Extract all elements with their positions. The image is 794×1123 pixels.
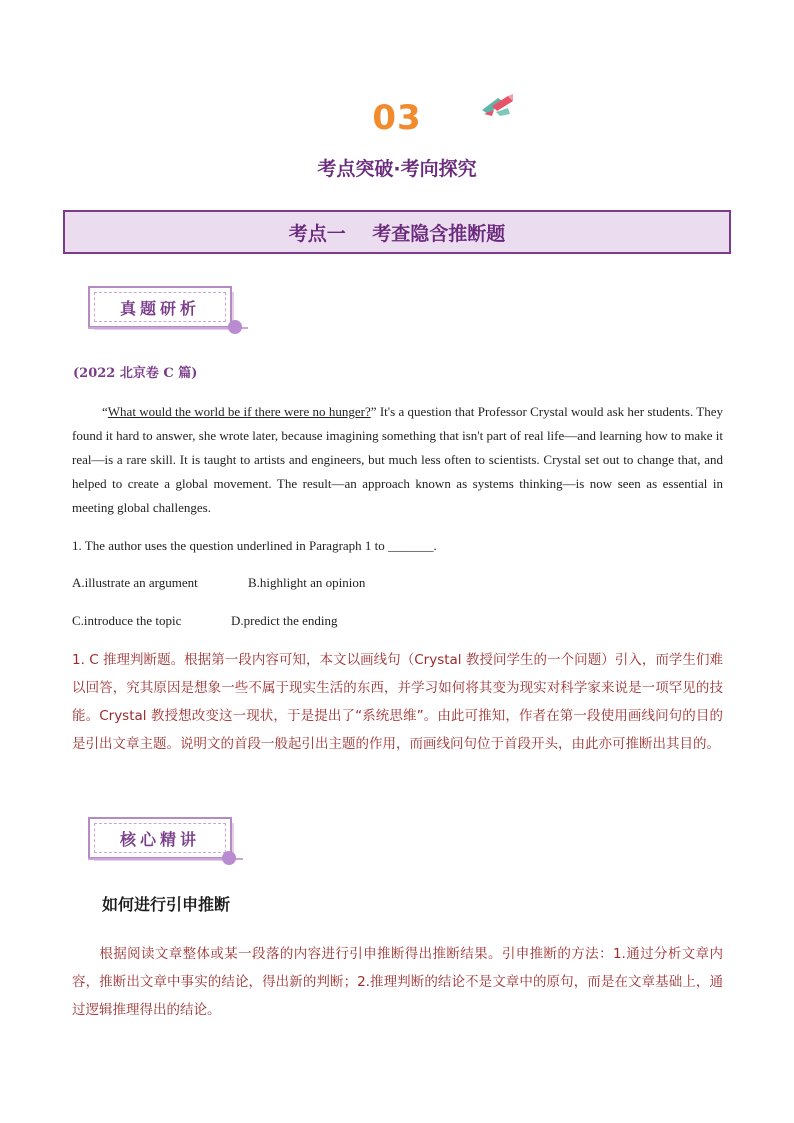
tag-underline: [88, 327, 248, 329]
option-b: B.highlight an opinion: [248, 575, 366, 590]
option-d: D.predict the ending: [231, 613, 338, 628]
topic-banner: 考点一 考查隐含推断题: [63, 210, 731, 254]
open-quote: “: [102, 404, 108, 419]
answer-explanation: 1. C 推理判断题。根据第一段内容可知，本文以画线句（Crystal 教授问学生的一个问题）引入，而学生们难以回答，究其原因是想象一些不属于现实生活的东西，并学习如何将其变为现实对科学家来说是一项罕见的技能。Crystal 教授想改变这一现状，于是提出了“系统思维”。由此可推知，作者在第一段使用画线问句的目的是引出文章主题。说明文的首段一般起引出主题的作用，而画线问句位于首段开头，由此亦可推断出其目的。: [72, 652, 723, 752]
section-subtitle: 考点突破·考向探究: [317, 158, 477, 180]
tag-dot-decoration: [222, 851, 236, 865]
underlined-question: What would the world be if there were no hunger?: [107, 404, 371, 419]
reading-passage: [72, 400, 723, 520]
method-body: 根据阅读文章整体或某一段落的内容进行引申推断得出推断结果。引申推断的方法：1.通过分析文章内容，推断出文章中事实的结论，得出新的判断；2.推理判断的结论不是文章中的原句，而是在文章基础上，通过逻辑推理得出的结论。: [72, 946, 723, 1018]
tag-underline: [88, 858, 243, 860]
core-lecture-tag-label: 核心精讲: [119, 829, 200, 849]
core-lecture-tag: [88, 817, 232, 859]
chapter-number: 03: [372, 98, 422, 138]
close-quote: ”: [370, 404, 377, 419]
pencil-paper-decoration-icon: [478, 92, 516, 118]
question-stem: 1. The author uses the question underlined in Paragraph 1 to _______.: [72, 538, 437, 553]
option-a: A.illustrate an argument: [72, 575, 198, 590]
exam-research-tag: [88, 286, 232, 328]
method-text: [72, 940, 723, 1024]
exam-research-tag-label: 真题研析: [119, 298, 200, 318]
source-citation: (2022 北京卷 C 篇): [73, 366, 198, 381]
method-title: 如何进行引申推断: [102, 895, 231, 914]
option-c: C.introduce the topic: [72, 613, 182, 628]
tag-dot-decoration: [228, 320, 242, 334]
passage-body: It's a question that Professor Crystal would ask her students. They found it hard to answer, she wrote later, because imagining something that isn't part of real life—and learning how to make it real—is a rare skill. It is taught to artists and engineers, but much less often to scientists. Crystal set out to change that, and helped to create a global movement. The result—an approach known as systems thinking—is now seen as essential in meeting global challenges.: [72, 404, 723, 515]
